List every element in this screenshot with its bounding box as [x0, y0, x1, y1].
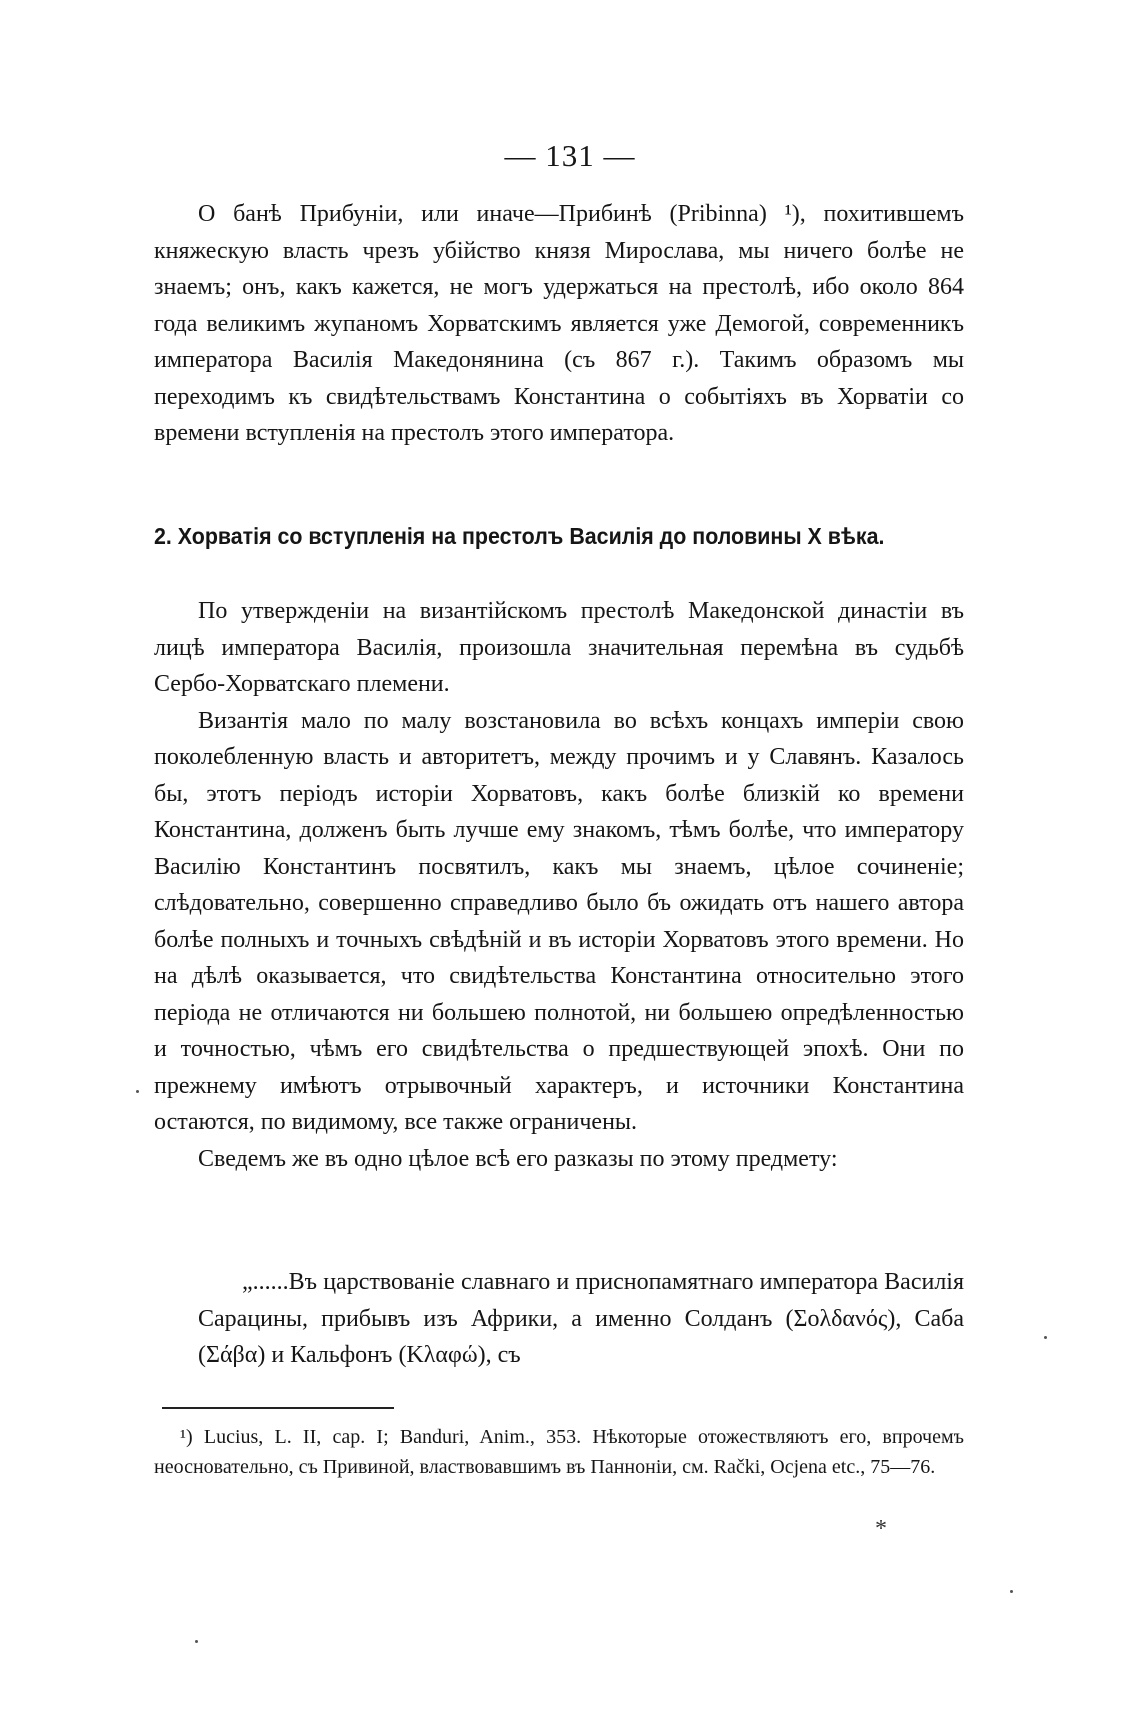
section-body — [154, 593, 964, 1177]
intro-paragraph-block — [154, 196, 964, 452]
print-speck — [136, 1090, 139, 1093]
footnote-divider — [162, 1407, 394, 1409]
page-number: — 131 — — [504, 138, 636, 173]
section-paragraph-2: Византія мало по малу возстановила во всѣхъ концахъ имперіи свою поколебленную власть и авторитетъ, между прочимъ и у Славянъ. Казалось бы, этотъ періодъ исторіи Хорватовъ, какъ болѣе близкій ко времени Константина, долженъ быть лучше ему знакомъ, тѣмъ болѣе, что императору Василію Константинъ посвятилъ, какъ мы знаемъ, цѣлое сочиненіе; слѣдовательно, совершенно справедливо было бъ ожидать отъ нашего автора болѣе полныхъ и точныхъ свѣдѣній и въ исторіи Хорватовъ этого времени. Но на дѣлѣ оказывается, что свидѣтельства Константина относительно этого періода не отличаются ни большею полнотой, ни большею опредѣленностью и точностью, чѣмъ его свидѣтельства о предшествующей эпохѣ. Они по прежнему имѣютъ отрывочный характеръ, и источники Константина остаются, по видимому, все также ограничены. — [154, 707, 964, 1135]
asterisk-mark: * — [875, 1516, 887, 1542]
print-speck — [195, 1640, 198, 1643]
print-speck — [1044, 1336, 1047, 1339]
footnote-text: ¹) Lucius, L. II, cap. I; Banduri, Anim., 353. Нѣкоторые отожествляютъ его, впрочемъ неосновательно, съ Привиной, властвовавшимъ въ Панноніи, см. Rački, Ocjena etc., 75—76. — [154, 1426, 964, 1478]
section-paragraph-1: По утвержденіи на византійскомъ престолѣ Македонской династіи въ лицѣ императора Василія, произошла значительная перемѣна въ судьбѣ Сербо-Хорватскаго племени. — [154, 598, 964, 697]
section-heading: 2. Хорватія со вступленія на престолъ Василія до половины X вѣка. — [154, 523, 885, 549]
quotation-text: „......Въ царствованіе славнаго и приснопамятнаго императора Василія Сарацины, прибывъ изъ Африки, а именно Солданъ (Σολδανός), Саба (Σάβα) и Кальфонъ (Κλαφώ), съ — [198, 1269, 964, 1368]
quotation-block — [198, 1264, 964, 1374]
print-speck — [1010, 1590, 1013, 1593]
footnote-block — [154, 1422, 964, 1482]
intro-paragraph: О банѣ Прибуніи, или иначе—Прибинѣ (Pribinna) ¹), похитившемъ княжескую власть чрезъ убійство князя Мирослава, мы ничего болѣе не знаемъ; онъ, какъ кажется, не могъ удержаться на престолѣ, ибо около 864 года великимъ жупаномъ Хорватскимъ является уже Демогой, современникъ императора Василія Македонянина (съ 867 г.). Такимъ образомъ мы переходимъ къ свидѣтельствамъ Константина о событіяхъ въ Хорватіи со времени вступленія на престолъ этого императора. — [154, 201, 964, 446]
section-paragraph-3: Сведемъ же въ одно цѣлое всѣ его разказы по этому предмету: — [198, 1145, 838, 1172]
